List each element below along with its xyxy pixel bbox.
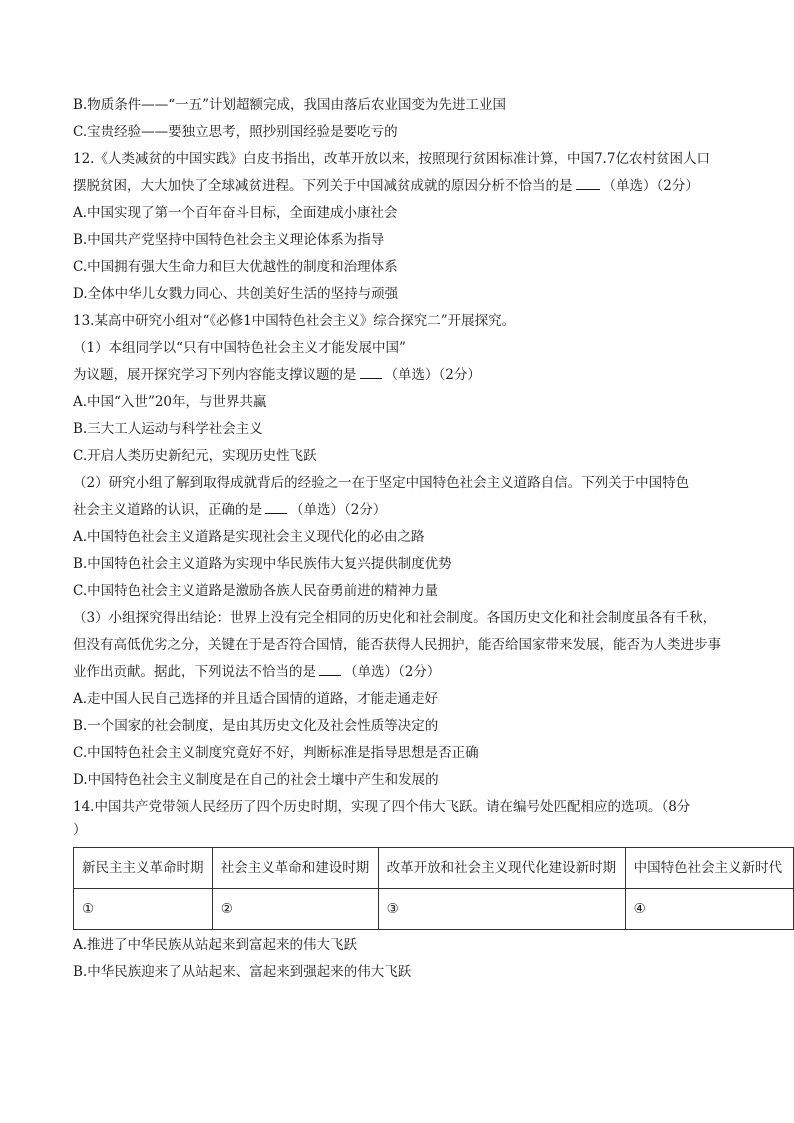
question-13-3-stem: [73, 605, 794, 686]
option-b-prev: B.物质条件——“一五”计划超额完成，我国由落后农业国变为先进工业国: [73, 97, 507, 113]
question-13-2-option-b: B.中国特色社会主义道路为实现中华民族伟大复兴提供制度优势: [73, 556, 452, 572]
question-13-3-option-a: A.走中国人民自己选择的并且适合国情的道路，才能走通走好: [73, 691, 439, 707]
question-13-1-line1: （1）本组同学以“只有中国特色社会主义才能发展中国”: [73, 340, 406, 356]
table-row: [74, 889, 794, 930]
question-13-2-text: 社会主义道路的认识，正确的是: [73, 502, 262, 518]
period-table: [73, 847, 794, 930]
table-header-cell: 中国特色社会主义新时代: [625, 848, 793, 889]
question-14-stem-line2: ）: [73, 822, 87, 838]
question-13-3-text: （3）小组探究得出结论：世界上没有完全相同的历史化和社会制度。各国历史文化和社会制度虽各有千秋，但没有高低优劣之分，关键在于是否符合国情，能否获得人民拥护，能否给国家带来发展，能否为人类进步事业作出贡献。据此，下列说法不恰当的是: [73, 610, 721, 680]
answer-blank: [360, 364, 382, 379]
question-13-1-option-a: A.中国“入世”20年，与世界共赢: [73, 394, 267, 410]
question-13-3-type: （单选）（2分）: [344, 664, 441, 680]
question-13-1-line2: [73, 362, 794, 389]
table-cell: ④: [625, 889, 793, 930]
table-cell: ③: [378, 889, 625, 930]
question-12-option-b: B.中国共产党坚持中国特色社会主义理论体系为指导: [73, 232, 385, 248]
question-12-option-d: D.全体中华儿女戮力同心、共创美好生活的坚持与顽强: [73, 286, 399, 302]
question-13-3-option-c: C.中国特色社会主义制度究竟好不好，判断标准是指导思想是否正确: [73, 745, 479, 761]
question-12-stem: [73, 146, 794, 200]
question-12-option-a: A.中国实现了第一个百年奋斗目标，全面建成小康社会: [73, 205, 398, 221]
question-14-option-a: A.推进了中华民族从站起来到富起来的伟大飞跃: [73, 937, 358, 953]
question-13-2-option-c: C.中国特色社会主义道路是激励各族人民奋勇前进的精神力量: [73, 583, 439, 599]
question-12-text: 12.《人类减贫的中国实践》白皮书指出，改革开放以来，按照现行贫困标准计算，中国7.7亿农村贫困人口摆脱贫困，大大加快了全球减贫进程。下列关于中国减贫成就的原因分析不恰当的是: [73, 151, 710, 194]
question-14-option-b: B.中华民族迎来了从站起来、富起来到强起来的伟大飞跃: [73, 964, 412, 980]
answer-blank: [265, 499, 287, 514]
period-table-wrap: [73, 841, 794, 932]
question-13-1-type: （单选）（2分）: [384, 367, 481, 383]
option-c-prev: C.宝贵经验——要独立思考，照抄别国经验是要吃亏的: [73, 124, 398, 140]
question-13-2-type: （单选）（2分）: [290, 502, 387, 518]
question-12-type: （单选）（2分）: [602, 178, 699, 194]
table-cell: ①: [74, 889, 213, 930]
question-13-1-option-b: B.三大工人运动与科学社会主义: [73, 421, 263, 437]
table-header-cell: 社会主义革命和建设时期: [212, 848, 378, 889]
question-13-3-option-d: D.中国特色社会主义制度是在自己的社会土壤中产生和发展的: [73, 772, 439, 788]
question-13-3-option-b: B.一个国家的社会制度，是由其历史文化及社会性质等决定的: [73, 718, 439, 734]
document-page: [73, 92, 794, 986]
question-12-option-c: C.中国拥有强大生命力和巨大优越性的制度和治理体系: [73, 259, 398, 275]
question-14-stem-line1: 14.中国共产党带领人民经历了四个历史时期，实现了四个伟大飞跃。请在编号处匹配相应的选项。（8分: [73, 799, 691, 815]
question-13-2-option-a: A.中国特色社会主义道路是实现社会主义现代化的必由之路: [73, 529, 425, 545]
answer-blank: [576, 175, 600, 190]
question-13-2-line1: （2）研究小组了解到取得成就背后的经验之一在于坚定中国特色社会主义道路自信。下列关于中国特色: [73, 475, 690, 491]
table-header-row: [74, 848, 794, 889]
question-13-1-option-c: C.开启人类历史新纪元，实现历史性飞跃: [73, 448, 317, 464]
question-13-stem: 13.某高中研究小组对“《必修1中国特色社会主义》综合探究二”开展探究。: [73, 313, 516, 329]
table-header-cell: 改革开放和社会主义现代化建设新时期: [378, 848, 625, 889]
table-cell: ②: [212, 889, 378, 930]
question-13-2-line2: [73, 497, 794, 524]
question-13-1-text: 为议题，展开探究学习下列内容能支撑议题的是: [73, 367, 357, 383]
answer-blank: [319, 661, 341, 676]
table-header-cell: 新民主主义革命时期: [74, 848, 213, 889]
